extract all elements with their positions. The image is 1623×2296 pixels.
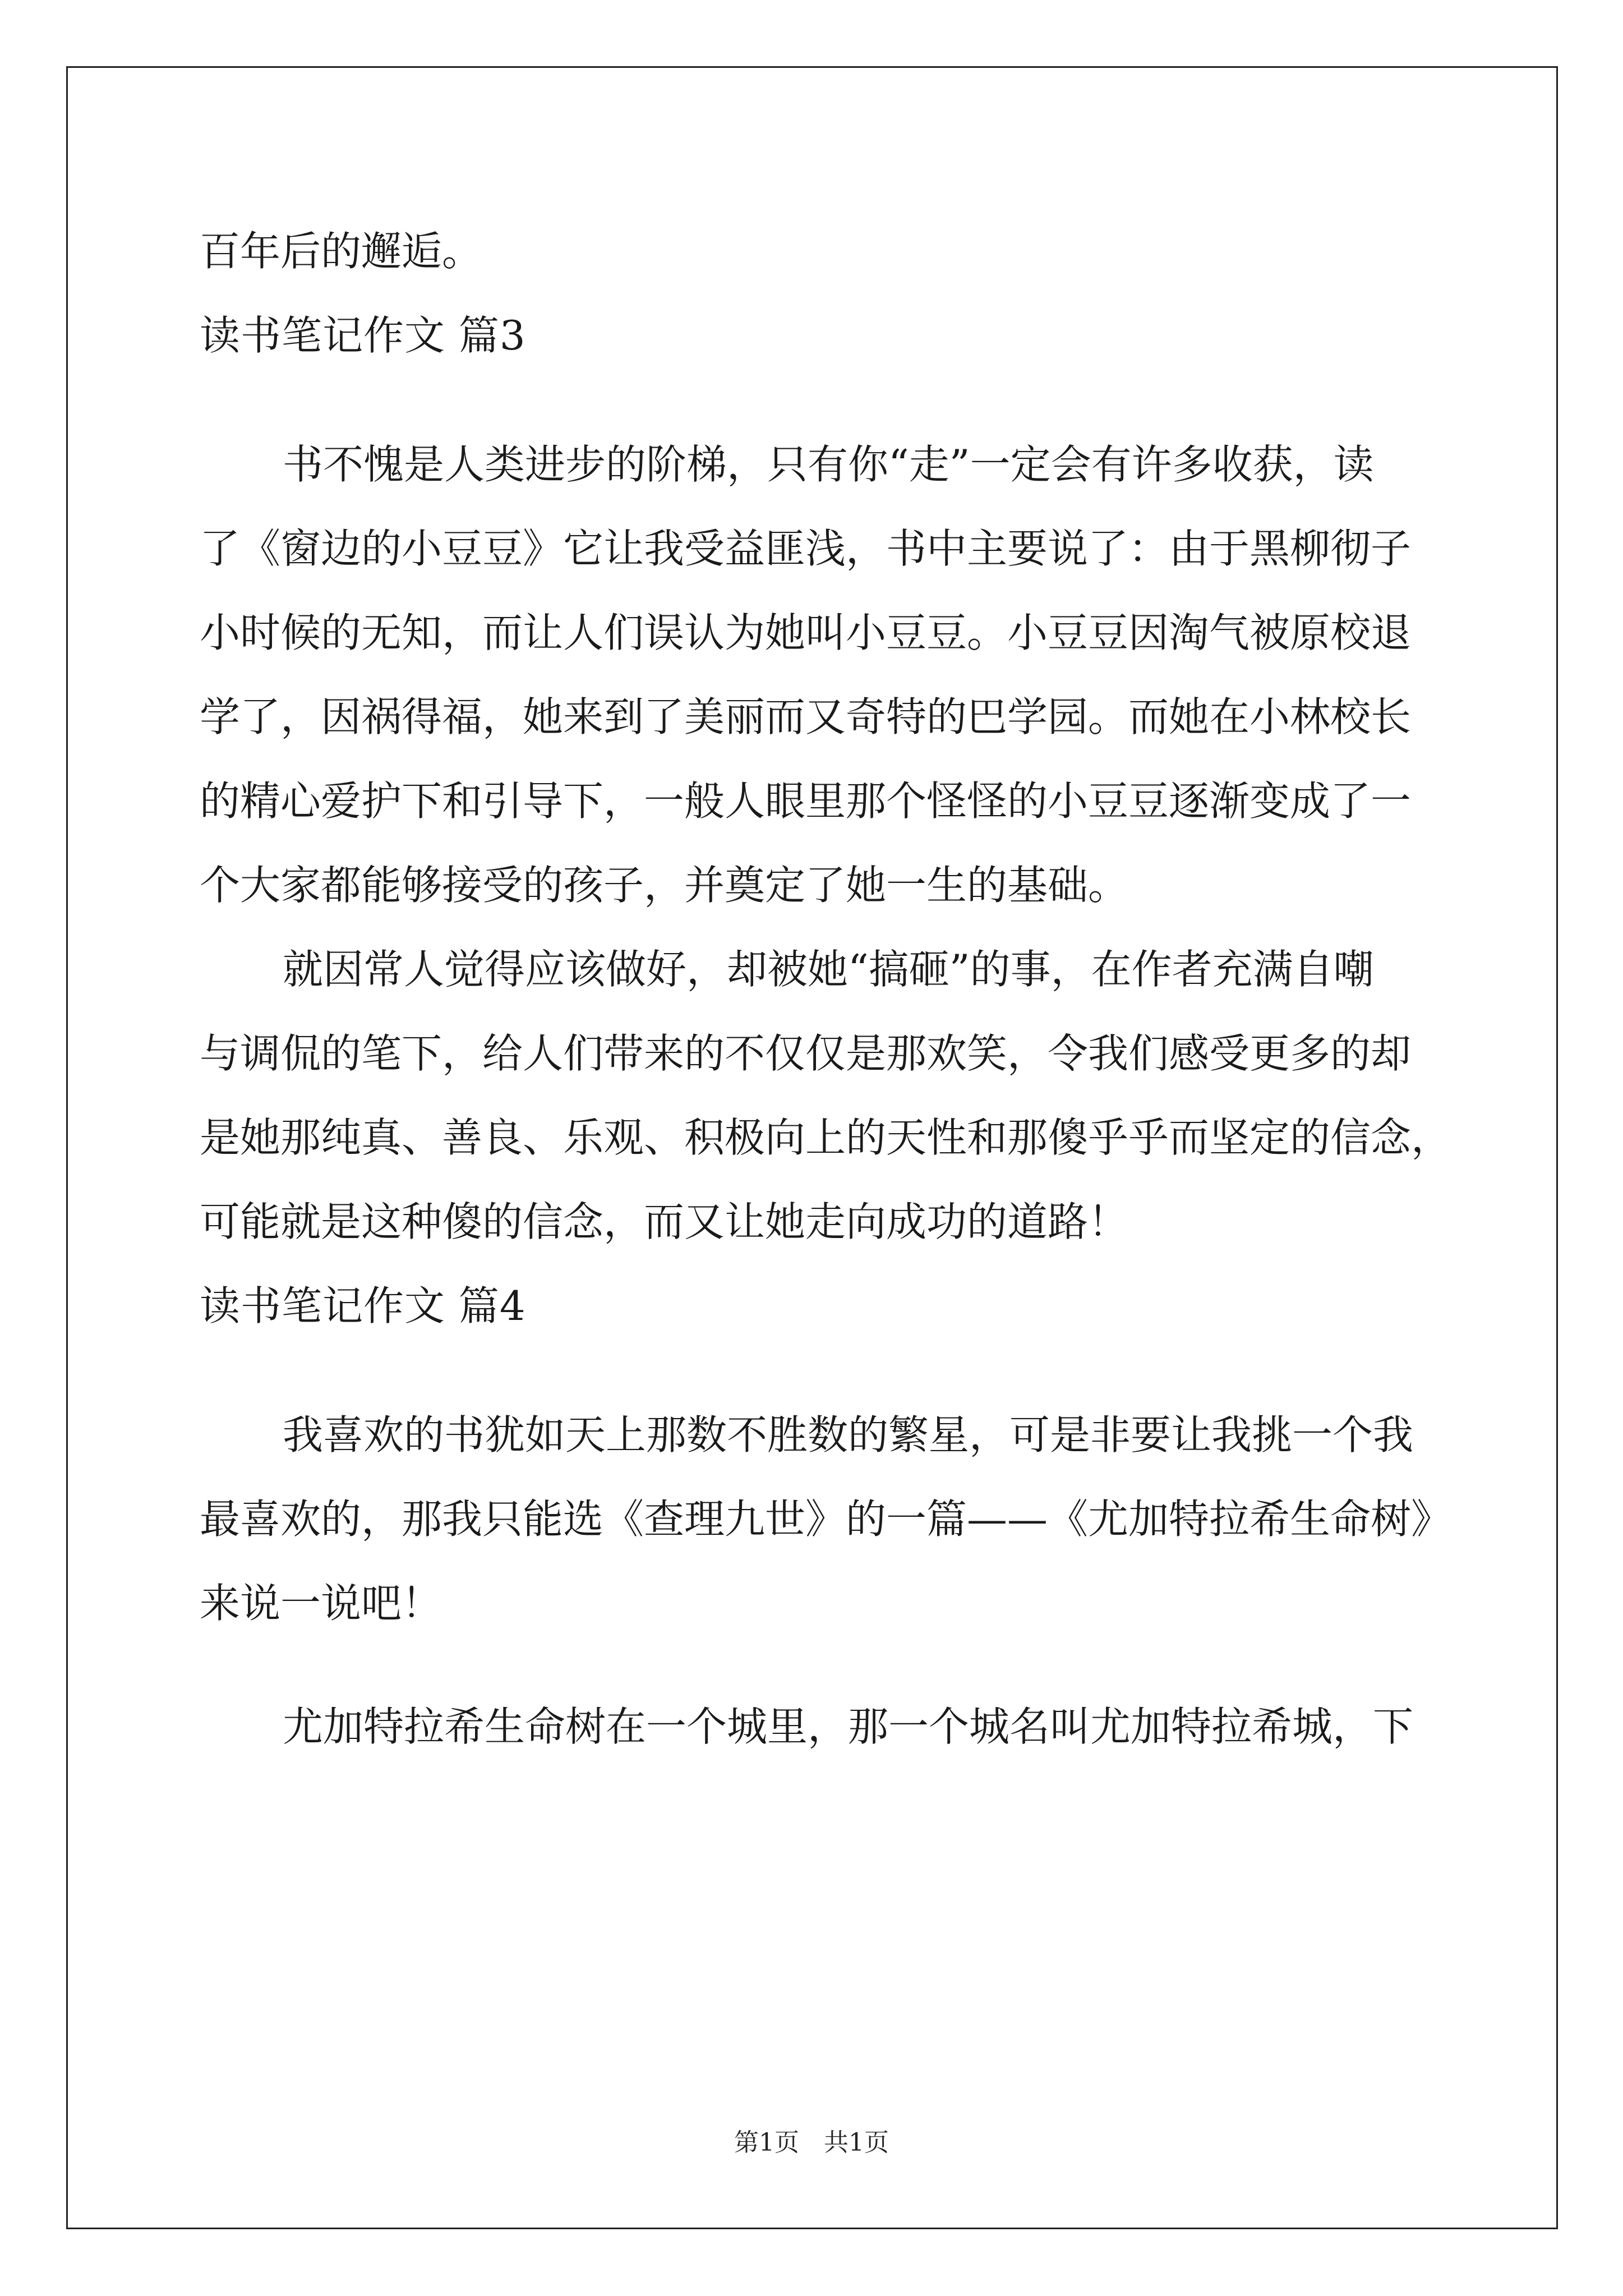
page-footer: 第1页 共1页 xyxy=(734,2128,889,2157)
paragraph-line: 学了，因祸得福，她来到了美丽而又奇特的巴学园。而她在小林校长 xyxy=(200,693,1412,740)
paragraph-line: 来说一说吧！ xyxy=(200,1580,442,1627)
paragraph-line: 了《窗边的小豆豆》它让我受益匪浅，书中主要说了：由于黑柳彻子 xyxy=(200,525,1412,572)
paragraph-line: 就因常人觉得应该做好，却被她“搞砸”的事，在作者充满自嘲 xyxy=(283,946,1374,993)
paragraph-line: 是她那纯真、善良、乐观、积极向上的天性和那傻乎乎而坚定的信念， xyxy=(200,1114,1452,1161)
paragraph-line: 的精心爱护下和引导下，一般人眼里那个怪怪的小豆豆逐渐变成了一 xyxy=(200,777,1412,825)
section-heading: 读书笔记作文 篇3 xyxy=(200,312,526,359)
paragraph-line: 小时候的无知，而让人们误认为她叫小豆豆。小豆豆因淘气被原校退 xyxy=(200,609,1412,656)
paragraph-line: 个大家都能够接受的孩子，并奠定了她一生的基础。 xyxy=(200,862,1129,909)
paragraph-line: 尤加特拉希生命树在一个城里，那一个城名叫尤加特拉希城，下 xyxy=(283,1703,1414,1750)
paragraph-line: 可能就是这种傻的信念，而又让她走向成功的道路！ xyxy=(200,1198,1129,1245)
paragraph-line: 书不愧是人类进步的阶梯，只有你“走”一定会有许多收获，读 xyxy=(283,441,1374,488)
paragraph-line: 与调侃的笔下，给人们带来的不仅仅是那欢笑，令我们感受更多的却 xyxy=(200,1030,1412,1077)
paragraph-line: 我喜欢的书犹如天上那数不胜数的繁星，可是非要让我挑一个我 xyxy=(283,1411,1414,1458)
paragraph-line: 百年后的邂逅。 xyxy=(200,228,483,275)
section-heading: 读书笔记作文 篇4 xyxy=(200,1282,526,1329)
paragraph-line: 最喜欢的，那我只能选《查理九世》的一篇——《尤加特拉希生命树》 xyxy=(200,1496,1452,1543)
